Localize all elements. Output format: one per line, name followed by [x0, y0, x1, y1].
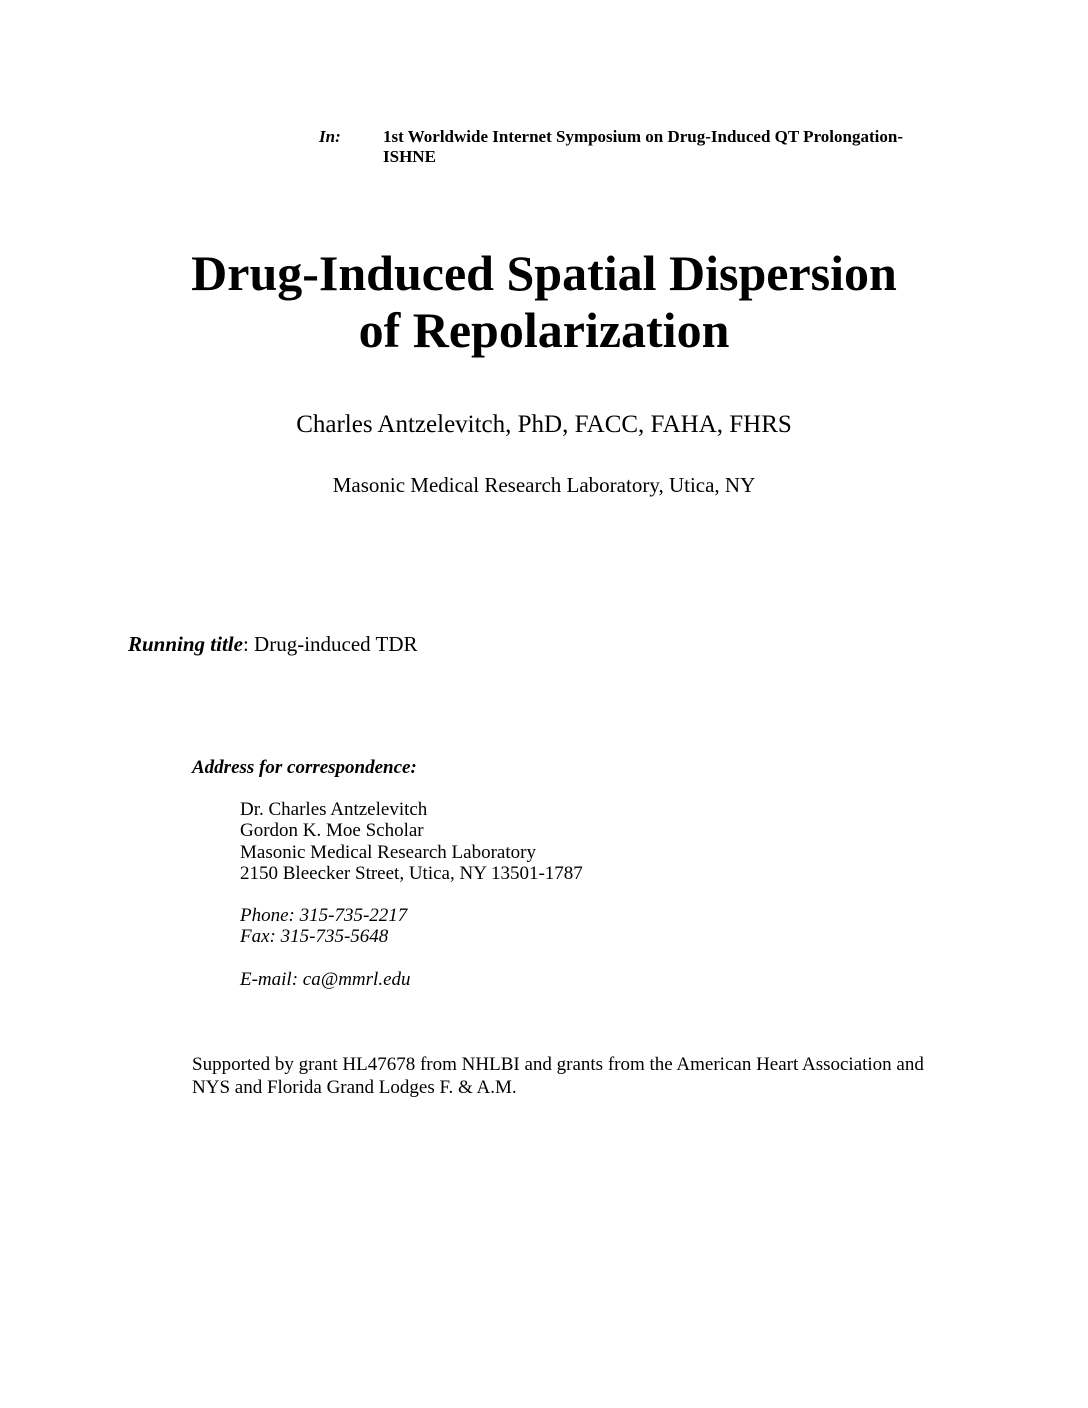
phone-number: Phone: 315-735-2217 [240, 905, 408, 926]
address-line: Masonic Medical Research Laboratory [240, 841, 536, 863]
citation-text [383, 127, 963, 167]
address-line: Gordon K. Moe Scholar [240, 820, 424, 842]
author-line: Charles Antzelevitch, PhD, FACC, FAHA, FHRS [296, 411, 792, 438]
email-address: E-mail: ca@mmrl.edu [240, 969, 411, 990]
page-title [0, 245, 1088, 359]
correspondence-heading: Address for correspondence: [192, 757, 417, 778]
title-line-2: of Repolarization [358, 302, 730, 358]
citation-line-2: ISHNE [383, 147, 436, 166]
fax-number: Fax: 315-735-5648 [240, 926, 389, 948]
contact-numbers [240, 905, 407, 948]
affiliation-line: Masonic Medical Research Laboratory, Utica, NY [332, 473, 756, 497]
title-line-1: Drug-Induced Spatial Dispersion [191, 245, 897, 301]
funding-statement: Supported by grant HL47678 from NHLBI and grants from the American Heart Association and NYS and Florida Grand Lodges F. & A.M. [192, 1054, 924, 1098]
running-title-value: : Drug-induced TDR [242, 632, 418, 656]
citation-label: In: [319, 127, 341, 146]
running-title-label: Running title [128, 632, 243, 656]
correspondence-address [240, 799, 583, 884]
address-line: 2150 Bleecker Street, Utica, NY 13501-1787 [240, 862, 583, 884]
citation-line-1: 1st Worldwide Internet Symposium on Drug-Induced QT Prolongation- [383, 127, 903, 146]
running-title [128, 632, 418, 657]
address-line: Dr. Charles Antzelevitch [240, 799, 428, 820]
